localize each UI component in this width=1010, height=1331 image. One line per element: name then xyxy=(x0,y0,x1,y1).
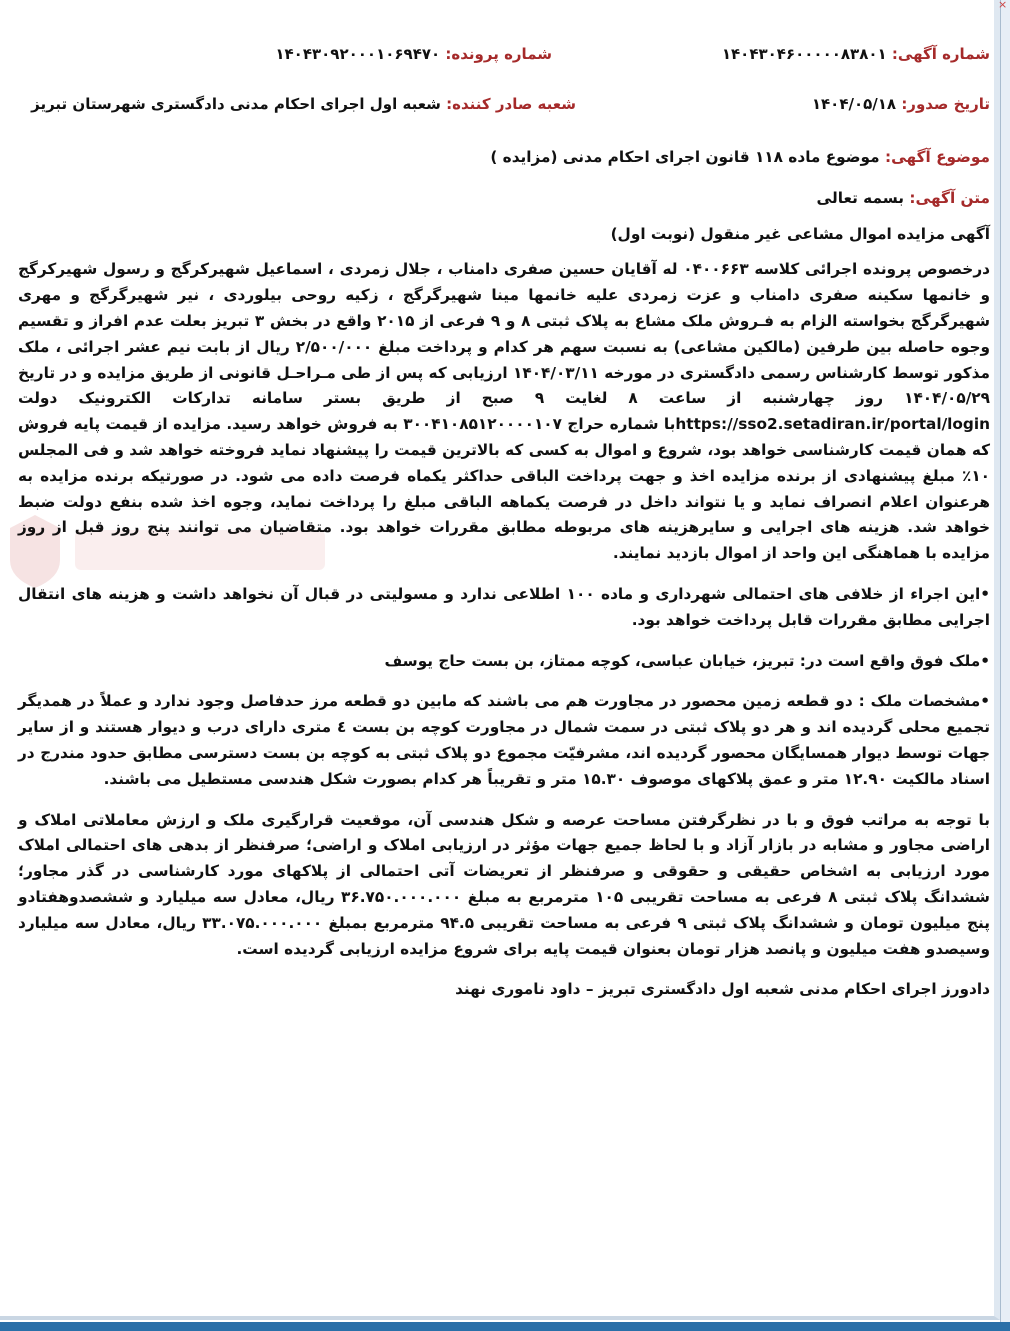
bullet-location: •ملک فوق واقع است در: تبریز، خیابان عباسی، کوچه ممتاز، بن بست حاج یوسف xyxy=(384,651,990,670)
issuing-branch-label: شعبه صادر کننده: xyxy=(446,95,576,113)
paragraph-main-part-a: درخصوص پرونده اجرائی کلاسه ۰۴۰۰۶۶۳ له آقایان حسین صفری دامناب ، جلال زمردی ، اسماعیل شهیرکرگج و رسول شهیرکرگج و خانمها سکینه صفری دامناب و عزت زمردی علیه خانمها مینا شهیرگرگج ، زکیه روحی بیلوردی ، نیر شهیرگرگج و مهری شهیرگرگج بخواسته الزام به فـروش ملک مشاع به پلاک ثبتی ۸ و ۹ فرعی از ۲۰۱۵ واقع در بخش ۳ تبریز بعلت عدم افراز و تقسیم وجوه حاصله بین طرفین (مالکین مشاعی) به نسبت سهم هر کدام و پرداخت مبلغ ۲/۵۰۰/۰۰۰ ریال از بابت نیم عشر اجرائی ، ملک مذکور توسط کارشناس رسمی دادگستری در مورخه ۱۴۰۴/۰۳/۱۱ ارزیابی که پس از طی مـراحـل قانونی از طریق مزایده و در تاریخ ۱۴۰۴/۰۵/۲۹ روز چهارشنبه از ساعت ۸ لغایت ۹ صبح از طریق بستر سامانه تدارکات الکترونیک دولت xyxy=(18,260,991,408)
file-number-value: ۱۴۰۴۳۰۹۲۰۰۰۱۰۶۹۴۷۰ xyxy=(275,45,441,63)
paragraph-valuation: با توجه به مراتب فوق و با در نظرگرفتن مساحت عرصه و شکل هندسی آن، موقعیت قرارگیری ملک و ارزش معاملاتی املاک و اراضی مجاور و مشابه در بازار آزاد و با لحاظ جمیع جهات مؤثر در ارزیابی املاک و اراضی؛ صرفنظر از بدهی های احتمالی املاک مورد ارزیابی به اشخاص حقیقی و حقوقی و صرفنظر از تعریضات آتی احتمالی از پلاکهای مورد کارشناسی در گذر مجاور؛ ششدانگ پلاک ثبتی ۸ فرعی به مساحت تقریبی ۱۰۵ مترمربع به مبلغ ۳۶.۷۵۰.۰۰۰.۰۰۰ ریال، معادل سه میلیارد و ششصدوهفتادو پنج میلیون تومان و ششدانگ پلاک ثبتی ۹ فرعی به مساحت تقریبی ۹۴.۵ مترمربع بمبلغ ۳۳.۰۷۵.۰۰۰.۰۰۰ ریال، معادل سه میلیارد وسیصدو هفت میلیون و پانصد هزار تومان بعنوان قیمت پایه برای شروع مزایده ارزیابی گردیده است. xyxy=(18,810,990,958)
bottom-bar xyxy=(0,1322,1010,1331)
issuing-branch-value: شعبه اول اجرای احکام مدنی دادگستری شهرستان تبریز xyxy=(31,95,441,113)
subject-label: موضوع آگهی: xyxy=(884,148,990,166)
notice-title: آگهی مزایده اموال مشاعی غیر منقول (نوبت اول) xyxy=(610,224,990,243)
issuing-branch xyxy=(31,95,576,113)
file-number-label: شماره پرونده: xyxy=(445,45,552,63)
issue-date-label: تاریخ صدور: xyxy=(901,95,990,113)
file-number xyxy=(275,45,552,63)
close-icon[interactable]: × xyxy=(998,0,1008,11)
paragraph-main-part-b: با شماره حراج ۳۰۰۴۱۰۸۵۱۲۰۰۰۰۱۰۷ به فروش خواهد رسید. مزایده از قیمت پایه فروش که همان قیمت کارشناسی خواهد بود، شروع و اموال به کسی که بالاترین قیمت را پیشنهاد نماید فروخته خواهد شد و فی المجلس ۱۰٪ مبلغ پیشنهادی از برنده مزایده اخذ و جهت پرداخت الباقی حداکثر یکماه فرصت داده می شود. در صورتیکه برنده مزایده به هرعنوان اعلام انصراف نماید و یا نتواند داخل در فرصت یکماهه الباقی مبلغ را پرداخت نماید، وجوه اخذ شده بنفع دولت ضبط خواهد شد. هزینه های اجرایی و سایرهزینه های مربوطه مطابق مقررات خواهد بود. متقاضیان می توانند پنج روز قبل از روز مزایده با هماهنگی این واحد از اموال بازدید نمایند. xyxy=(18,415,990,563)
portal-link[interactable]: https://sso2.setadiran.ir/portal/login xyxy=(675,415,990,434)
notice-number xyxy=(722,45,990,63)
issue-date-value: ۱۴۰۴/۰۵/۱۸ xyxy=(811,95,897,113)
bullet-specs: •مشخصات ملک : دو قطعه زمین محصور در مجاورت هم می باشند که مابین دو قطعه مرز حدفاصل وجود ندارد و عملاً در همدیگر تجمیع محلی گردیده اند و هر دو پلاک ثبتی در سمت شمال در مجاورت کوچه بن بست ٤ متری دارای درب و دیوار هستند و از سایر جهات توسط دیوار همسایگان محصور گردیده اند، مشرفیّت مجموع دو پلاک ثبتی به کوچه بن بست دسترسی مطابق حدود مندرج در اسناد مالکیت ۱۲.۹۰ متر و عمق پلاکهای موصوف ۱۵.۳۰ متر و تقریباً هر کدام بصورت شکل هندسی مستطیل می باشند. xyxy=(18,692,990,788)
notice-content xyxy=(18,145,990,1003)
bullet-disclaimer: •این اجراء از خلافی های احتمالی شهرداری و ماده ۱۰۰ اطلاعی ندارد و مسولیتی در قبال آن نخواهد داشت و هزینه های انتقال اجرایی مطابق مقررات قابل پرداخت خواهد بود. xyxy=(18,584,990,629)
issue-date xyxy=(812,95,990,113)
body-text-header xyxy=(18,186,990,212)
notice-number-label: شماره آگهی: xyxy=(891,45,990,63)
body-text-value: بسمه تعالی xyxy=(816,188,905,207)
notice-number-value: ۱۴۰۴۳۰۴۶۰۰۰۰۰۸۳۸۰۱ xyxy=(721,45,887,63)
subject-value: موضوع ماده ۱۱۸ قانون اجرای احکام مدنی (مزایده ) xyxy=(490,148,880,166)
body-text-label: متن آگهی: xyxy=(909,188,990,207)
subject xyxy=(18,145,990,171)
scrollbar[interactable] xyxy=(1000,0,1010,1322)
paragraph-main xyxy=(18,257,990,567)
signature: دادورز اجرای احکام مدنی شعبه اول دادگستری تبریز – داود ناموری نهند xyxy=(455,980,990,999)
